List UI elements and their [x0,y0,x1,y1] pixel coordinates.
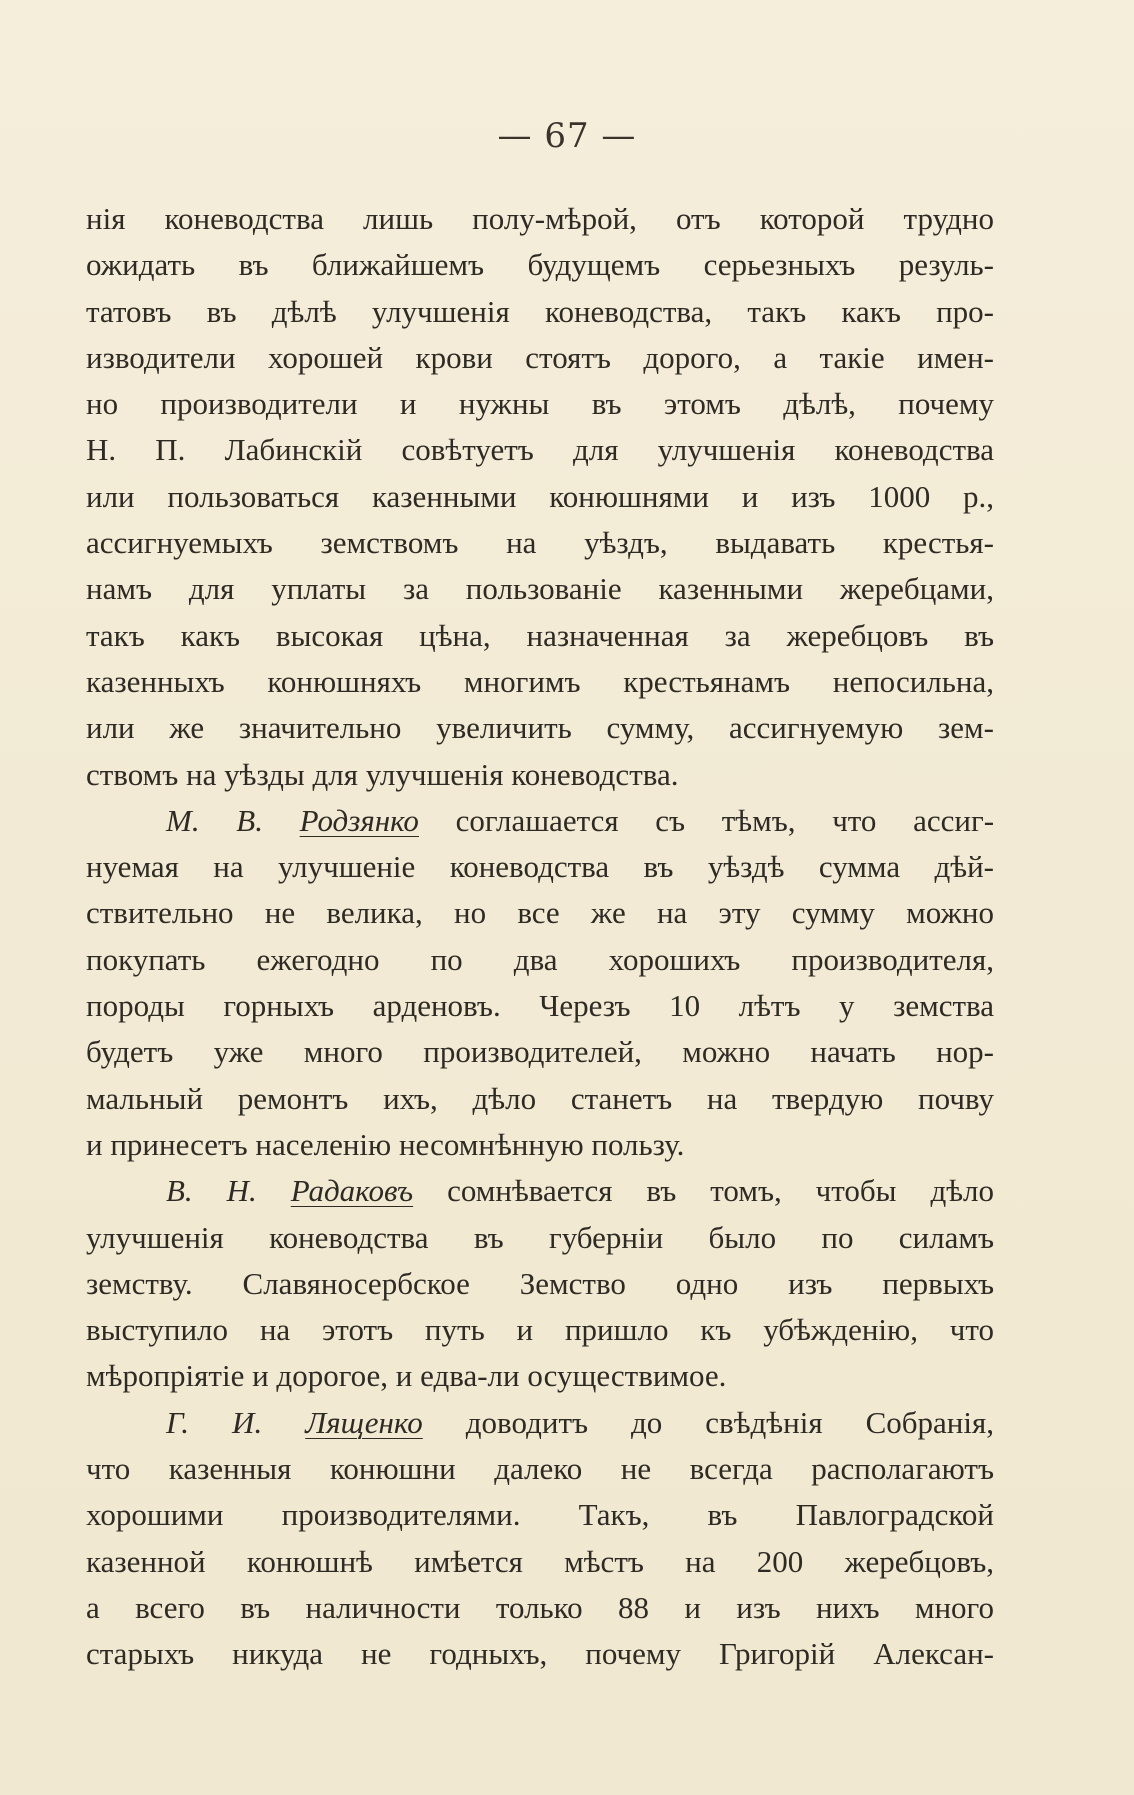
speaker-name: Родзянко [299,802,419,838]
text-line: старыхъ никуда не годныхъ, почему Григорій Алексан- [86,1636,994,1672]
text-line: мальный ремонтъ ихъ, дѣло станетъ на твердую почву [86,1080,994,1116]
paragraph-first-line [86,798,994,844]
text-line: изводители хорошей крови стоятъ дорого, а такіе имен- [86,339,994,375]
text-line: будетъ уже много производителей, можно начать нор- [86,1034,994,1070]
text-line: казенной конюшнѣ имѣется мѣстъ на 200 жеребцовъ, [86,1543,994,1579]
text-fragment: соглашается съ тѣмъ, что ассиг- [455,802,994,838]
paragraph-first-line [86,1400,994,1446]
text-line: что казенныя конюшни далеко не всегда располагаютъ [86,1451,994,1487]
speaker-initials: В. Н. [166,1173,257,1209]
text-line: нія коневодства лишь полу-мѣрой, отъ которой трудно [86,201,994,236]
text-line: намъ для уплаты за пользованіе казенными жеребцами, [86,571,994,607]
text-line: земству. Славяносербское Земство одно изъ первыхъ [86,1265,994,1301]
text-line: ожидать въ ближайшемъ будущемъ серьезныхъ резуль- [86,247,994,283]
text-line: хорошими производителями. Такъ, въ Павлоградской [86,1497,994,1533]
text-line: покупать ежегодно по два хорошихъ производителя, [86,941,994,977]
paragraph-first-line [86,1168,994,1214]
text-line: но производители и нужны въ этомъ дѣлѣ, почему [86,386,994,422]
speaker-name: Лященко [305,1404,423,1440]
text-line: и принесетъ населенію несомнѣнную пользу. [86,1126,685,1162]
text-line: мѣропріятіе и дорогое, и едва-ли осуществимое. [86,1358,727,1394]
text-line: нуемая на улучшеніе коневодства въ уѣздѣ сумма дѣй- [86,849,994,885]
text-line: или пользоваться казенными конюшнями и изъ 1000 р., [86,478,994,514]
speaker-initials: М. В. [166,802,263,838]
text-line: казенныхъ конюшняхъ многимъ крестьянамъ непосильна, [86,663,994,699]
text-line: Н. П. Лабинскій совѣтуетъ для улучшенія коневодства [86,432,994,468]
speaker-initials: Г. И. [166,1404,263,1440]
text-line: выступило на этотъ путь и пришло къ убѣжденію, что [86,1312,994,1348]
page-number: — 67 — [497,116,637,156]
text-fragment: сомнѣвается въ томъ, чтобы дѣло [447,1173,994,1209]
text-line: а всего въ наличности только 88 и изъ нихъ много [86,1589,994,1625]
text-line: ассигнуемыхъ земствомъ на уѣздъ, выдавать крестья- [86,525,994,561]
text-line: ствительно не велика, но все же на эту сумму можно [86,895,994,931]
text-line: ствомъ на уѣзды для улучшенія коневодства. [86,756,679,792]
text-line: татовъ въ дѣлѣ улучшенія коневодства, такъ какъ про- [86,293,994,329]
text-fragment: доводитъ до свѣдѣнія Собранія, [465,1404,994,1440]
text-line: улучшенія коневодства въ губерніи было по силамъ [86,1219,994,1255]
speaker-name: Радаковъ [290,1173,414,1209]
text-line: или же значительно увеличить сумму, ассигнуемую зем- [86,710,994,746]
text-line: породы горныхъ арденовъ. Черезъ 10 лѣтъ у земства [86,988,994,1024]
text-line: такъ какъ высокая цѣна, назначенная за жеребцовъ въ [86,617,994,653]
page-text [86,196,994,1678]
